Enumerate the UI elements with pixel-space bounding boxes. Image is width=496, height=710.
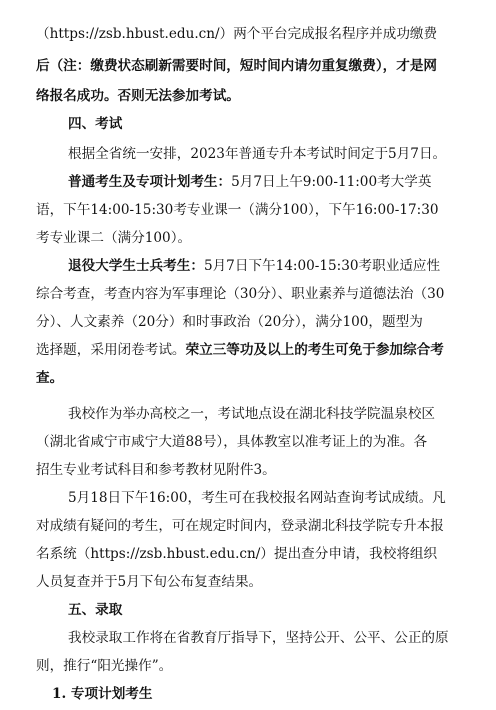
text-run: 人员复查并于5月下旬公布复查结果。 (36, 574, 263, 590)
paragraph-line (68, 402, 466, 426)
paragraph-line (36, 54, 466, 78)
text-run: 选择题，采用闭卷考试。 (36, 342, 186, 358)
text-run: 则，推行“阳光操作”。 (36, 658, 173, 674)
paragraph-line (68, 170, 466, 194)
text-run: 1. 专项计划考生 (52, 686, 153, 702)
bold-label: 退役大学生士兵考生： (68, 258, 204, 274)
text-run: 语，下午14:00-15:30考专业课一（满分100），下午16:00-17:30 (36, 202, 439, 218)
text-run: 名系统（https://zsb.hbust.edu.cn/）提出查分申请，我校将组织 (36, 546, 438, 562)
bold-note: 荣立三等功及以上的考生可免于参加综合考 (185, 342, 444, 358)
paragraph-line (36, 282, 466, 306)
paragraph-line (68, 142, 466, 166)
section-heading-exam (68, 112, 496, 136)
text-run: 我校录取工作将在省教育厅指导下，坚持公开、公平、公正的原 (68, 630, 449, 646)
text-run: 5月7日下午14:00-15:30考职业适应性 (203, 258, 441, 274)
paragraph-line (36, 366, 466, 390)
text-run: 分）、人文素养（20分）和时事政治（20分），满分100，题型为 (36, 314, 423, 330)
text-run: 5月7日上午9:00-11:00考大学英 (231, 174, 432, 190)
section-heading-admission (68, 598, 496, 622)
text-run: 络报名成功。否则无法参加考试。 (36, 88, 240, 104)
text-run: 考专业课二（满分100）。 (36, 230, 192, 246)
paragraph-line (68, 626, 466, 650)
paragraph-line (36, 430, 466, 454)
paragraph-line (36, 22, 466, 46)
paragraph-line (36, 310, 466, 334)
paragraph-line (36, 338, 466, 362)
text-run: 根据全省统一安排，2023年普通专升本考试时间定于5月7日。 (68, 146, 447, 162)
text-run: （https://zsb.hbust.edu.cn/）两个平台完成报名程序并成功缴费 (36, 26, 438, 42)
paragraph-line (68, 486, 466, 510)
bold-label: 普通考生及专项计划考生： (68, 174, 232, 190)
paragraph-line (36, 542, 466, 566)
paragraph-line (36, 458, 466, 482)
text-run: 综合考查，考查内容为军事理论（30分）、职业素养与道德法治（30 (36, 286, 445, 302)
paragraph-line (36, 226, 466, 250)
text-run: 5月18日下午16:00，考生可在我校报名网站查询考试成绩。凡 (68, 490, 446, 506)
paragraph-line (36, 654, 466, 678)
text-run: 查。 (36, 370, 64, 386)
text-run: 对成绩有疑问的考生，可在规定时间内，登录湖北科技学院专升本报 (36, 518, 444, 534)
paragraph-line (36, 570, 466, 594)
text-run: 五、录取 (68, 602, 123, 618)
subheading-special-plan (52, 682, 482, 706)
paragraph-line (36, 514, 466, 538)
paragraph-line (36, 84, 466, 108)
paragraph-line (68, 254, 466, 278)
text-run: 后（注：缴费状态刷新需要时间，短时间内请勿重复缴费），才是网 (36, 58, 438, 74)
text-run: 四、考试 (68, 116, 123, 132)
text-run: （湖北省咸宁市咸宁大道88号），具体教室以准考证上的为准。各 (36, 434, 428, 450)
paragraph-line (36, 198, 466, 222)
text-run: 我校作为举办高校之一，考试地点设在湖北科技学院温泉校区 (68, 406, 436, 422)
text-run: 招生专业考试科目和参考教材见附件3。 (36, 462, 276, 478)
